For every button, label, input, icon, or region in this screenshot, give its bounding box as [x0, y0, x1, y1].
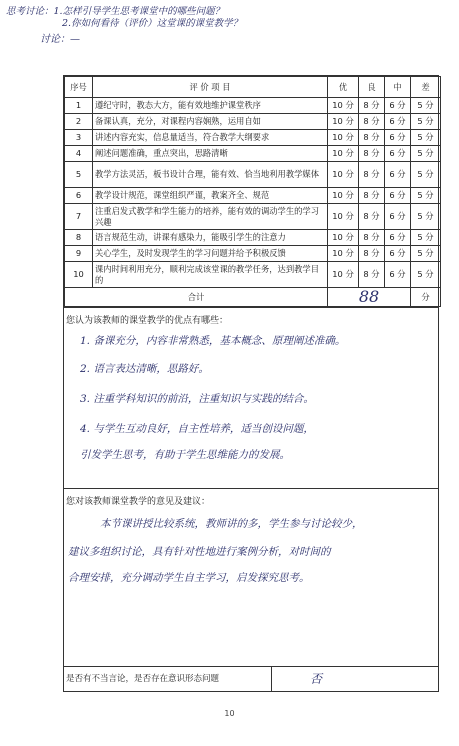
page-number: 10	[224, 709, 235, 718]
evaluation-table	[64, 76, 441, 307]
score-poor: 5 分	[411, 98, 441, 114]
evaluation-item: 语言规范生动，讲课有感染力，能吸引学生的注意力	[93, 230, 328, 246]
ideology-question: 是否有不当言论，是否存在意识形态问题	[64, 667, 272, 691]
evaluation-item: 课内时间利用充分，顺利完成该堂课的教学任务，达到教学目的	[93, 262, 328, 288]
row-number: 7	[65, 204, 93, 230]
opinions-section	[64, 488, 438, 655]
table-row	[65, 130, 441, 146]
opinion-line-1: 本节课讲授比较系统，教师讲的多，学生参与讨论较少，	[100, 518, 363, 530]
score-good: 8 分	[359, 146, 385, 162]
score-medium: 6 分	[385, 146, 411, 162]
row-number: 8	[65, 230, 93, 246]
row-number: 1	[65, 98, 93, 114]
header-poor: 差	[411, 77, 441, 98]
table-row	[65, 230, 441, 246]
evaluation-item: 讲述内容充实，信息量适当，符合教学大纲要求	[93, 130, 328, 146]
total-value: 88	[328, 288, 411, 307]
total-row	[65, 288, 441, 307]
header-no: 序号	[65, 77, 93, 98]
note-line-3: 讨论：—	[40, 34, 80, 45]
score-medium: 6 分	[385, 246, 411, 262]
header-excellent: 优	[328, 77, 359, 98]
score-medium: 6 分	[385, 162, 411, 188]
table-row	[65, 188, 441, 204]
table-row	[65, 114, 441, 130]
score-good: 8 分	[359, 230, 385, 246]
opinion-line-2: 建议多组织讨论，具有针对性地进行案例分析，对时间的	[68, 546, 331, 558]
score-poor: 5 分	[411, 262, 441, 288]
score-poor: 5 分	[411, 114, 441, 130]
score-good: 8 分	[359, 262, 385, 288]
strengths-section	[64, 307, 438, 488]
row-number: 6	[65, 188, 93, 204]
evaluation-item: 教学方法灵活，板书设计合理，能有效、恰当地利用教学媒体	[93, 162, 328, 188]
score-excellent: 10 分	[328, 98, 359, 114]
note-line-1: 思考讨论：1.怎样引导学生思考课堂中的哪些问题？	[6, 6, 225, 17]
handwritten-discussion-notes	[6, 6, 456, 46]
row-number: 4	[65, 146, 93, 162]
evaluation-item: 阐述问题准确，重点突出，思路清晰	[93, 146, 328, 162]
score-excellent: 10 分	[328, 188, 359, 204]
score-poor: 5 分	[411, 146, 441, 162]
ideology-answer: 否	[310, 672, 323, 686]
score-good: 8 分	[359, 246, 385, 262]
score-medium: 6 分	[385, 204, 411, 230]
score-good: 8 分	[359, 114, 385, 130]
table-row	[65, 98, 441, 114]
score-excellent: 10 分	[328, 162, 359, 188]
evaluation-item: 备课认真，充分，对课程内容娴熟，运用自如	[93, 114, 328, 130]
evaluation-form	[63, 75, 439, 692]
row-number: 3	[65, 130, 93, 146]
score-poor: 5 分	[411, 230, 441, 246]
score-excellent: 10 分	[328, 246, 359, 262]
score-medium: 6 分	[385, 114, 411, 130]
strength-line-5: 引发学生思考，有助于学生思维能力的发展。	[80, 449, 290, 461]
opinion-line-3: 合理安排，充分调动学生自主学习，启发探究思考。	[68, 572, 310, 584]
score-medium: 6 分	[385, 130, 411, 146]
score-medium: 6 分	[385, 98, 411, 114]
row-number: 2	[65, 114, 93, 130]
note-line-2: 2.你如何看待（评价）这堂课的课堂教学？	[62, 18, 243, 29]
score-good: 8 分	[359, 204, 385, 230]
score-poor: 5 分	[411, 204, 441, 230]
score-excellent: 10 分	[328, 130, 359, 146]
header-item: 评 价 项 目	[93, 77, 328, 98]
score-poor: 5 分	[411, 130, 441, 146]
header-medium: 中	[385, 77, 411, 98]
score-good: 8 分	[359, 162, 385, 188]
row-number: 10	[65, 262, 93, 288]
strength-line-4: 4. 与学生互动良好，自主性培养，适当创设问题，	[80, 423, 314, 435]
score-excellent: 10 分	[328, 204, 359, 230]
opinions-label: 您对该教师课堂教学的意见及建议：	[66, 497, 211, 507]
score-medium: 6 分	[385, 188, 411, 204]
score-good: 8 分	[359, 188, 385, 204]
table-header-row	[65, 77, 441, 98]
score-good: 8 分	[359, 98, 385, 114]
total-unit: 分	[411, 288, 441, 307]
score-poor: 5 分	[411, 188, 441, 204]
evaluation-item: 教学设计规范，课堂组织严谨，教案齐全、规范	[93, 188, 328, 204]
evaluation-item: 关心学生，及时发现学生的学习问题并给予积极反馈	[93, 246, 328, 262]
score-poor: 5 分	[411, 246, 441, 262]
table-row	[65, 146, 441, 162]
score-medium: 6 分	[385, 262, 411, 288]
evaluation-item: 遵纪守时，教态大方，能有效地维护课堂秩序	[93, 98, 328, 114]
score-medium: 6 分	[385, 230, 411, 246]
table-row	[65, 204, 441, 230]
evaluation-item: 注重启发式教学和学生能力的培养，能有效的调动学生的学习兴趣	[93, 204, 328, 230]
score-excellent: 10 分	[328, 146, 359, 162]
score-good: 8 分	[359, 130, 385, 146]
row-number: 9	[65, 246, 93, 262]
score-excellent: 10 分	[328, 230, 359, 246]
score-excellent: 10 分	[328, 262, 359, 288]
table-row	[65, 246, 441, 262]
header-good: 良	[359, 77, 385, 98]
score-excellent: 10 分	[328, 114, 359, 130]
strengths-label: 您认为该教师的课堂教学的优点有哪些：	[66, 316, 229, 326]
ideology-check-row	[64, 666, 438, 691]
strength-line-1: 1. 备课充分，内容非常熟悉，基本概念、原理阐述准确。	[80, 335, 346, 347]
strength-line-3: 3. 注重学科知识的前沿，注重知识与实践的结合。	[80, 393, 314, 405]
table-row	[65, 162, 441, 188]
table-row	[65, 262, 441, 288]
score-poor: 5 分	[411, 162, 441, 188]
row-number: 5	[65, 162, 93, 188]
total-label: 合计	[65, 288, 328, 307]
strength-line-2: 2. 语言表达清晰，思路好。	[80, 363, 209, 375]
